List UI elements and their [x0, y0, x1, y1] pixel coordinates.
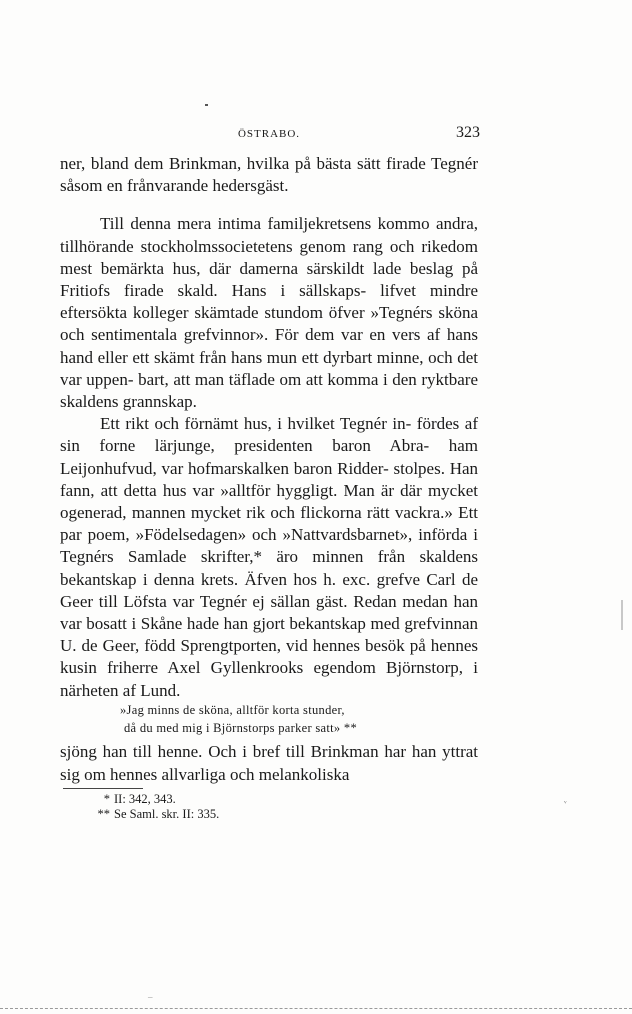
text-line: Man är där mycket ogenerad, mannen mycket rik och [60, 480, 478, 523]
verse-line: »Jag minns de sköna, alltför korta stunder, [120, 703, 345, 717]
verse-line: då du med mig i Björnstorps parker satt» ** [124, 721, 358, 735]
text-line: från hans mun ett dyrbart minne, och det var uppen- [60, 347, 479, 389]
text-line: rikedom mest bemärkta hus, där damerna särskildt [60, 236, 478, 278]
text-line: Löfsta var Tegnér ej sällan gäst. Redan medan han [123, 591, 479, 611]
text-line: lifvet mindre eftersökta kolleger skämtade stundom [60, 281, 479, 323]
scan-edge-mark [621, 600, 623, 630]
text-line: skaldens grannskap. [60, 392, 197, 412]
footnote-text: Se Saml. skr. II: 335. [114, 807, 220, 821]
scan-artifact: ¯ [148, 996, 153, 1006]
paragraph [60, 213, 478, 413]
text-line: grefvinnan U. de Geer, född Sprengtporten, vid hennes [60, 614, 478, 656]
text-line: ham Leijonhufvud, var hofmarskalken baron Ridder- [60, 436, 478, 478]
scan-bottom-edge [0, 1008, 632, 1010]
footnote [88, 792, 219, 807]
page-header [60, 126, 478, 142]
running-head: ÖSTRABO. [237, 128, 301, 140]
text-line: lade beslag på Fritiofs firade skald. Hans i sällskaps- [60, 258, 478, 301]
footnote-text: II: 342, 343. [114, 792, 176, 806]
text-line: egendom Björnstorp, i närheten af Lund. [60, 658, 479, 700]
verse-quotation [120, 701, 460, 737]
text-line: fördes af sin forne lärjunge, presidenten baron Abra- [60, 414, 478, 456]
text-line: För dem var en vers af hans hand eller ett skämt [60, 325, 479, 367]
text-line: flickorna rätt vackra.» Ett par poem, »Födelsedagen» [60, 503, 479, 545]
text-line: Tegnér såsom en frånvarande hedersgäst. [60, 154, 478, 196]
text-line: öfver »Tegnérs sköna och sentimentala grefvinnor». [60, 303, 478, 345]
text-line: tillhörande stockholmssocietetens genom rang och [60, 236, 422, 256]
text-line: Till denna mera intima familjekretsens kommo andra, [100, 214, 478, 234]
text-line: sjöng han till henne. Och i bref till Brinkman har [60, 742, 412, 761]
text-line: och »Nattvardsbarnet», införda i Tegnérs Samlade [60, 525, 478, 567]
text-line: skrifter,* äro minnen från skaldens bekantskap i denna [60, 547, 478, 589]
text-line: krets. Äfven hos h. exc. grefve Carl de Geer till [60, 569, 478, 611]
footnote-divider [63, 788, 143, 789]
text-line: besök på hennes kusin friherre Axel Gyllenkrooks [60, 636, 478, 678]
footnote-marker: * [103, 792, 110, 806]
stray-pencil-mark: ᵛ [564, 798, 567, 808]
continuation-text [60, 741, 478, 786]
paragraph [60, 413, 478, 702]
footnote-marker: ** [97, 807, 110, 821]
text-line: ner, bland dem Brinkman, hvilka på bästa sätt firade [60, 154, 432, 173]
page-number: 323 [456, 124, 480, 141]
text-line: var bosatt i Skåne hade han gjort bekantskap med [60, 614, 405, 634]
text-line: han yttrat sig om hennes allvarliga och melankoliska [60, 742, 479, 784]
printer-dot-mark [205, 104, 208, 106]
paragraph-continued [60, 153, 478, 197]
footnotes [88, 792, 219, 822]
main-text [60, 153, 478, 702]
text-line: Ett rikt och förnämt hus, i hvilket Tegnér in- [100, 414, 412, 434]
text-line: stolpes. Han fann, att detta hus var »alltför hyggligt. [60, 458, 479, 500]
footnote [88, 807, 219, 822]
text-line: bart, att man täflade om att komma i den ryktbare [138, 369, 478, 389]
